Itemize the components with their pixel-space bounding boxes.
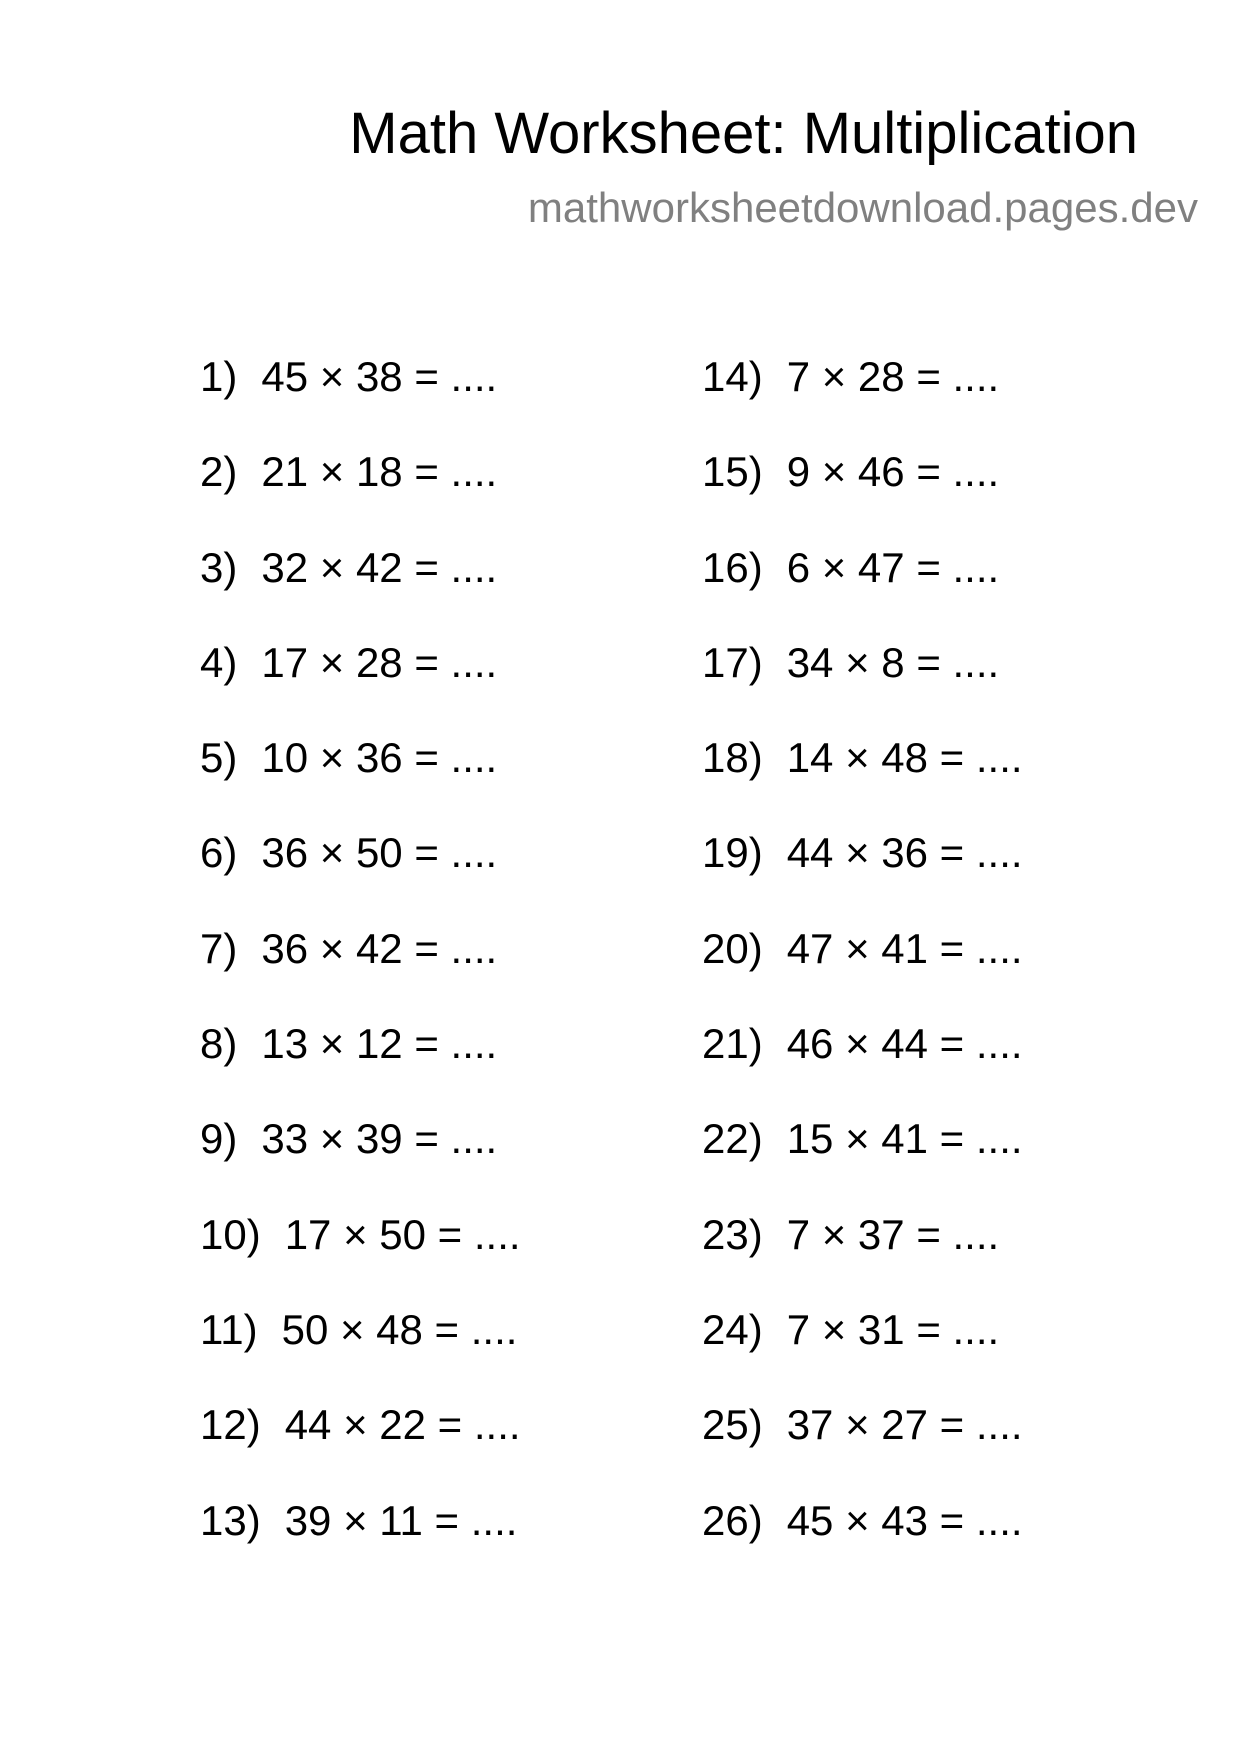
answer-blank: ....	[450, 1115, 498, 1163]
problem-expression: 45 × 43 =	[786, 1496, 965, 1544]
problem-number: 2)	[200, 448, 238, 496]
answer-blank: ....	[975, 1115, 1023, 1163]
answer-blank: ....	[975, 1020, 1023, 1068]
problem-number: 24)	[702, 1305, 763, 1353]
problem-expression: 46 × 44 =	[786, 1020, 965, 1068]
problems-grid	[200, 352, 1140, 1562]
answer-blank: ....	[975, 734, 1023, 782]
problem-10	[200, 1210, 670, 1305]
problem-number: 15)	[702, 448, 763, 496]
answer-blank: ....	[470, 1496, 518, 1544]
answer-blank: ....	[952, 638, 1000, 686]
problem-expression: 44 × 36 =	[786, 829, 965, 877]
problems-column-right	[702, 352, 1172, 1591]
problem-expression: 15 × 41 =	[786, 1115, 965, 1163]
problem-number: 3)	[200, 543, 238, 591]
answer-blank: ....	[952, 543, 1000, 591]
problem-17	[702, 638, 1172, 733]
answer-blank: ....	[975, 829, 1023, 877]
problem-number: 14)	[702, 353, 763, 400]
answer-blank: ....	[975, 924, 1023, 972]
problem-number: 17)	[702, 638, 763, 686]
problem-number: 13)	[200, 1496, 261, 1544]
answer-blank: ....	[975, 1401, 1023, 1449]
problem-expression: 32 × 42 =	[261, 543, 439, 591]
problem-number: 19)	[702, 829, 763, 877]
problem-9	[200, 1114, 670, 1209]
problem-number: 25)	[702, 1401, 763, 1449]
answer-blank: ....	[470, 1305, 518, 1353]
problem-15	[702, 447, 1172, 542]
problem-expression: 33 × 39 =	[261, 1115, 439, 1163]
answer-blank: ....	[450, 734, 498, 782]
page-subtitle: mathworksheetdownload.pages.dev	[527, 184, 1198, 231]
problem-expression: 45 × 38 =	[261, 353, 439, 400]
problem-20	[702, 924, 1172, 1019]
problem-number: 5)	[200, 734, 238, 782]
problem-number: 21)	[702, 1020, 763, 1068]
answer-blank: ....	[450, 829, 498, 877]
problem-2	[200, 447, 670, 542]
problem-6	[200, 828, 670, 923]
answer-blank: ....	[952, 1210, 1000, 1258]
problem-number: 20)	[702, 924, 763, 972]
answer-blank: ....	[450, 543, 498, 591]
problem-number: 8)	[200, 1020, 238, 1068]
problem-expression: 36 × 50 =	[261, 829, 439, 877]
problem-number: 7)	[200, 924, 238, 972]
problem-number: 16)	[702, 543, 763, 591]
problem-number: 10)	[200, 1210, 261, 1258]
problem-number: 1)	[200, 353, 238, 400]
problems-column-left	[200, 352, 670, 1591]
problem-expression: 37 × 27 =	[786, 1401, 965, 1449]
answer-blank: ....	[450, 924, 498, 972]
problem-8	[200, 1019, 670, 1114]
answer-blank: ....	[952, 1305, 1000, 1353]
problem-21	[702, 1019, 1172, 1114]
problem-26	[702, 1496, 1172, 1591]
problem-expression: 10 × 36 =	[261, 734, 439, 782]
problem-expression: 13 × 12 =	[261, 1020, 439, 1068]
problem-expression: 21 × 18 =	[261, 448, 439, 496]
problem-1	[200, 352, 670, 447]
problem-7	[200, 924, 670, 1019]
answer-blank: ....	[450, 353, 498, 400]
page-title: Math Worksheet: Multiplication	[349, 101, 1138, 166]
answer-blank: ....	[473, 1210, 521, 1258]
problem-number: 4)	[200, 638, 238, 686]
problem-24	[702, 1305, 1172, 1400]
problem-expression: 7 × 31 =	[786, 1305, 941, 1353]
problem-expression: 7 × 37 =	[786, 1210, 941, 1258]
problem-23	[702, 1210, 1172, 1305]
problem-expression: 7 × 28 =	[786, 353, 941, 400]
problem-19	[702, 828, 1172, 923]
answer-blank: ....	[952, 353, 1000, 400]
problem-14	[702, 352, 1172, 447]
problem-number: 22)	[702, 1115, 763, 1163]
problem-16	[702, 543, 1172, 638]
problem-expression: 17 × 28 =	[261, 638, 439, 686]
problem-expression: 6 × 47 =	[786, 543, 941, 591]
problem-22	[702, 1114, 1172, 1209]
problem-expression: 34 × 8 =	[786, 638, 941, 686]
problem-number: 11)	[200, 1305, 258, 1353]
problem-expression: 14 × 48 =	[786, 734, 965, 782]
problem-3	[200, 543, 670, 638]
problem-expression: 17 × 50 =	[284, 1210, 463, 1258]
answer-blank: ....	[450, 1020, 498, 1068]
answer-blank: ....	[473, 1401, 521, 1449]
problem-expression: 47 × 41 =	[786, 924, 965, 972]
answer-blank: ....	[450, 638, 498, 686]
problem-4	[200, 638, 670, 733]
problem-number: 23)	[702, 1210, 763, 1258]
problem-12	[200, 1400, 670, 1495]
problem-number: 9)	[200, 1115, 238, 1163]
problem-18	[702, 733, 1172, 828]
problem-number: 6)	[200, 829, 238, 877]
problem-expression: 50 × 48 =	[281, 1305, 460, 1353]
problem-number: 26)	[702, 1496, 763, 1544]
problem-25	[702, 1400, 1172, 1495]
problem-expression: 39 × 11 =	[284, 1496, 460, 1544]
problem-5	[200, 733, 670, 828]
problem-13	[200, 1496, 670, 1591]
answer-blank: ....	[975, 1496, 1023, 1544]
problem-expression: 9 × 46 =	[786, 448, 941, 496]
problem-number: 18)	[702, 734, 763, 782]
problem-number: 12)	[200, 1401, 261, 1449]
answer-blank: ....	[450, 448, 498, 496]
problem-expression: 44 × 22 =	[284, 1401, 463, 1449]
answer-blank: ....	[952, 448, 1000, 496]
problem-expression: 36 × 42 =	[261, 924, 439, 972]
problem-11	[200, 1305, 670, 1400]
